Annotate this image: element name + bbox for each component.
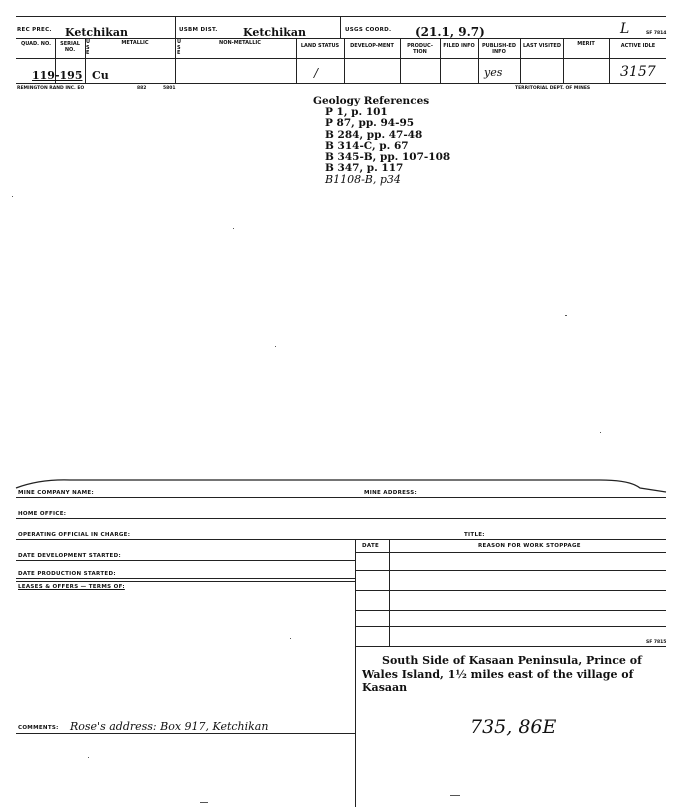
rule <box>16 578 355 579</box>
usgs-coord-label: USGS COORD. <box>345 27 392 33</box>
rule <box>16 733 355 734</box>
usbm-dist-value: Ketchikan <box>243 26 307 39</box>
mine-company-name-label: MINE COMPANY NAME: <box>18 490 94 496</box>
printer-mark: REMINGTON RAND INC. EO <box>17 86 85 91</box>
col-published-info: PUBLISH-ED INFO <box>481 43 516 55</box>
col-merit: MERIT <box>577 41 595 47</box>
divider <box>440 38 441 83</box>
divider <box>609 38 610 83</box>
printer-code-2: 5801 <box>163 86 176 91</box>
col-use-right: U S E <box>177 39 182 56</box>
speck <box>200 802 208 803</box>
divider <box>355 539 356 807</box>
top-rule-1 <box>16 16 666 17</box>
geology-ref: P 87, pp. 94-95 <box>325 117 415 130</box>
divider <box>175 38 176 83</box>
geology-ref: B 345-B, pp. 107-108 <box>325 151 451 164</box>
record-land-status: / <box>314 66 319 80</box>
geology-ref: P 1, p. 101 <box>325 106 388 119</box>
speck <box>565 315 567 316</box>
divider <box>344 38 345 83</box>
geology-ref: B 284, pp. 47-48 <box>325 128 423 141</box>
usbm-dist-label: USBM DIST. <box>179 27 218 33</box>
geology-ref: B 347, p. 117 <box>325 162 404 175</box>
geology-ref-handwritten: B1108-B, p34 <box>325 173 401 187</box>
divider <box>563 38 564 83</box>
record-published-info: yes <box>484 66 503 79</box>
form-number-bottom: SF 7815 <box>646 640 667 645</box>
location-description: South Side of Kasaan Peninsula, Prince of Wales Island, 1½ miles east of the village of Kasaan <box>362 654 642 694</box>
geology-title: Geology References <box>313 95 430 107</box>
divider <box>340 16 341 38</box>
geology-references <box>313 96 450 186</box>
col-serial-no: SERIAL NO. <box>60 41 80 53</box>
title-label: TITLE: <box>464 532 485 538</box>
handwritten-code: 735, 86E <box>470 716 557 738</box>
operating-official-label: OPERATING OFFICIAL IN CHARGE: <box>18 532 131 538</box>
col-active-idle: ACTIVE IDLE <box>620 43 656 49</box>
divider <box>175 16 176 38</box>
col-quad-no: QUAD. NO. <box>20 41 52 47</box>
curved-top-edge <box>0 470 678 496</box>
corner-letter: L <box>620 21 630 37</box>
rule <box>355 610 666 611</box>
speck <box>450 795 460 796</box>
rule <box>355 552 666 553</box>
col-metallic: METALLIC <box>121 40 149 46</box>
form-number-top: SF 7814 <box>646 31 667 36</box>
rule <box>355 590 666 591</box>
record-quad-serial: 119-195 <box>32 69 83 82</box>
col-land-status: LAND STATUS <box>300 43 340 49</box>
date-development-label: DATE DEVELOPMENT STARTED: <box>18 553 121 559</box>
rule <box>16 581 355 582</box>
top-rule-4 <box>16 83 666 84</box>
col-non-metallic: NON-METALLIC <box>219 40 261 46</box>
rule <box>355 626 666 627</box>
col-use-left: U S E <box>86 39 91 56</box>
date-col-header: DATE <box>362 543 380 549</box>
divider <box>400 38 401 83</box>
divider <box>389 539 390 646</box>
rule <box>355 570 666 571</box>
mine-address-label: MINE ADDRESS: <box>364 490 417 496</box>
speck <box>290 638 291 639</box>
reason-col-header: REASON FOR WORK STOPPAGE <box>478 543 581 549</box>
rule <box>16 518 666 519</box>
rule <box>16 497 666 498</box>
record-metallic: Cu <box>92 69 109 82</box>
comments-label: COMMENTS: <box>18 725 59 731</box>
divider <box>520 38 521 83</box>
col-filed-info: FILED INFO <box>443 43 475 49</box>
comments-value: Rose's address: Box 917, Ketchikan <box>70 720 269 733</box>
col-last-visited: LAST VISITED <box>523 43 561 49</box>
speck <box>600 432 601 433</box>
rule <box>16 539 666 540</box>
divider <box>478 38 479 83</box>
rule <box>355 646 666 647</box>
divider <box>296 38 297 83</box>
printer-code-1: 882 <box>137 86 147 91</box>
territorial-dept: TERRITORIAL DEPT. OF MINES <box>515 86 591 91</box>
speck <box>275 346 276 347</box>
record-active-idle: 3157 <box>620 64 656 80</box>
speck <box>12 196 13 197</box>
rec-prec-value: Ketchikan <box>65 26 129 39</box>
speck <box>88 757 89 758</box>
rec-prec-label: REC PREC. <box>17 27 52 33</box>
col-development: DEVELOP-MENT <box>350 43 394 49</box>
rule <box>16 560 355 561</box>
usgs-coord-value: (21.1, 9.7) <box>415 25 485 39</box>
leases-offers-label: LEASES & OFFERS — TERMS OF: <box>18 584 125 590</box>
home-office-label: HOME OFFICE: <box>18 511 67 517</box>
geology-ref: B 314-C, p. 67 <box>325 139 409 152</box>
date-production-label: DATE PRODUCTION STARTED: <box>18 571 116 577</box>
geology-ref-list <box>313 107 450 185</box>
top-rule-3 <box>16 58 666 59</box>
speck <box>233 228 234 229</box>
col-production: PRODUC-TION <box>407 43 433 55</box>
